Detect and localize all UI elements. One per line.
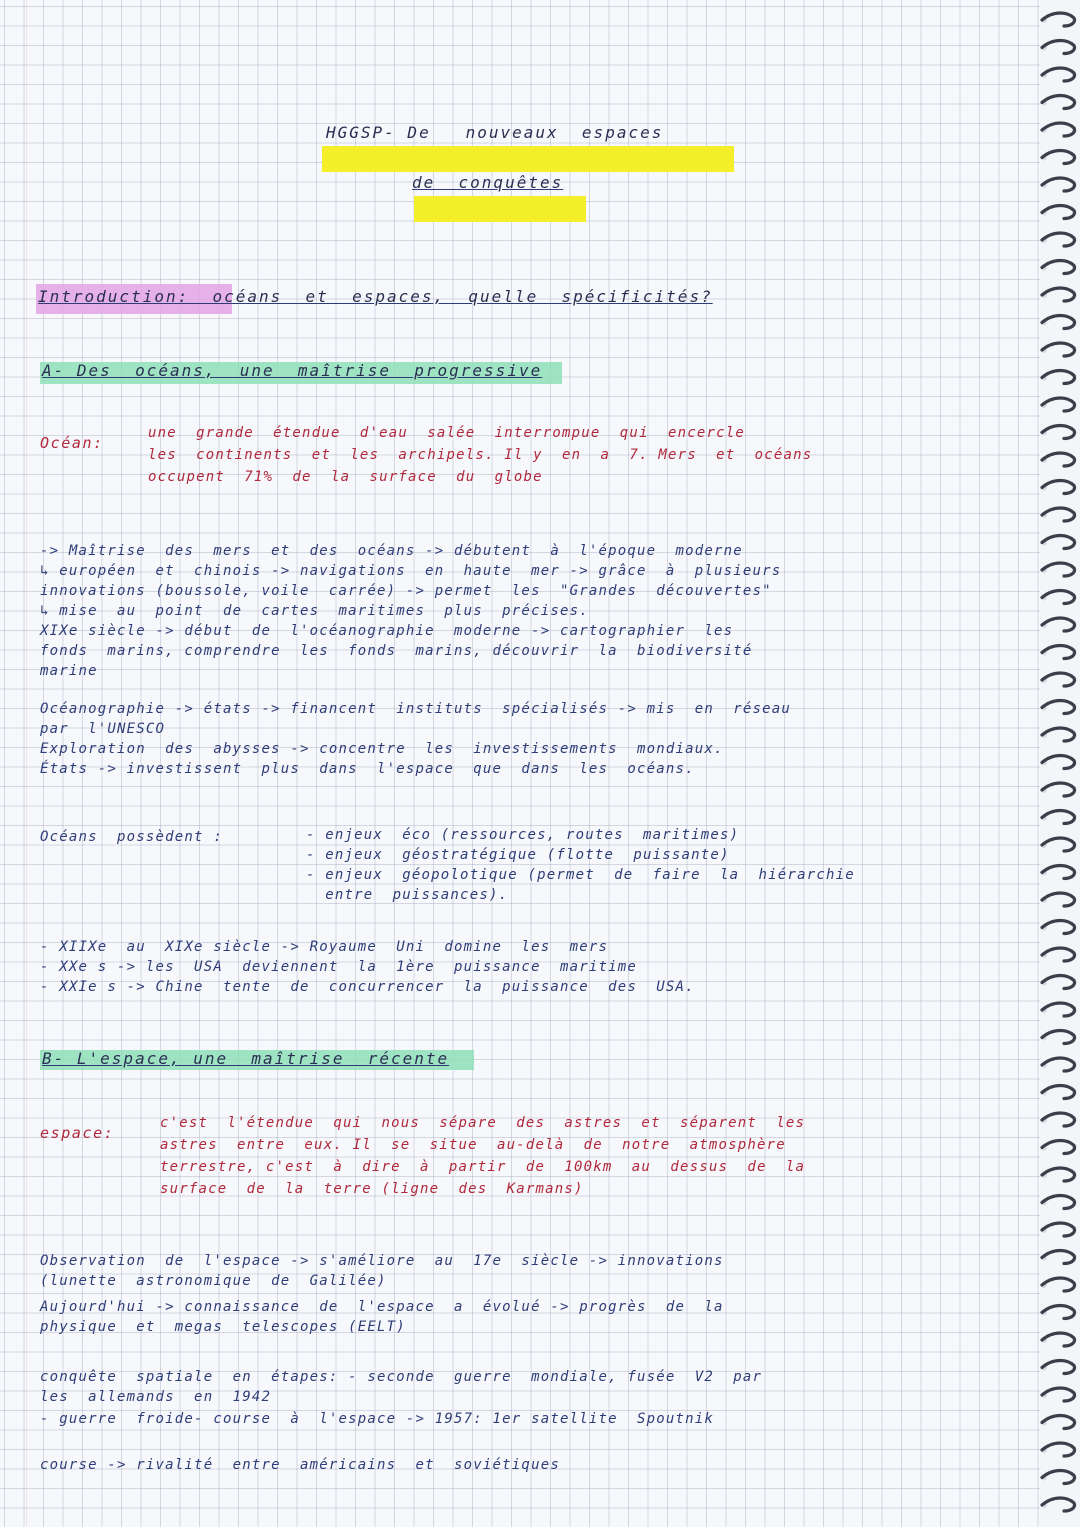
ocean-definition-line-1: une grande étendue d'eau salée interrompue qui encercle bbox=[148, 425, 745, 441]
note-a-9: par l'UNESCO bbox=[40, 721, 166, 737]
note-a-6: fonds marins, comprendre les fonds marins, découvrir la biodiversité bbox=[40, 643, 753, 659]
page-margin bbox=[26, 0, 27, 1527]
intro-heading: Introduction: océans et espaces, quelle spécificités? bbox=[38, 287, 713, 306]
title-highlight-1 bbox=[322, 146, 734, 172]
title-highlight-2 bbox=[414, 196, 586, 222]
note-b-4: physique et megas telescopes (EELT) bbox=[40, 1319, 406, 1335]
stakes-item-4: entre puissances). bbox=[306, 887, 509, 903]
space-definition-line-2: astres entre eux. Il se situe au-delà de notre atmosphère bbox=[160, 1137, 786, 1153]
note-b-2: (lunette astronomique de Galilée) bbox=[40, 1273, 387, 1289]
page-title-line-1: HGGSP- De nouveaux espaces bbox=[326, 123, 664, 142]
conquest-line-3: - guerre froide- course à l'espace -> 1957: 1er satellite Spoutnik bbox=[40, 1411, 715, 1427]
ocean-definition-line-3: occupent 71% de la surface du globe bbox=[148, 469, 543, 485]
ocean-definition-term: Océan: bbox=[40, 434, 104, 452]
stakes-item-1: - enjeux éco (ressources, routes maritimes) bbox=[306, 827, 740, 843]
section-b-heading: B- L'espace, une maîtrise récente bbox=[42, 1049, 450, 1068]
spiral-binding bbox=[1034, 0, 1080, 1527]
note-a-11: États -> investissent plus dans l'espace que dans les océans. bbox=[40, 761, 695, 777]
ocean-definition-line-2: les continents et les archipels. Il y en a 7. Mers et océans bbox=[148, 447, 813, 463]
timeline-item-2: - XXe s -> les USA deviennent la 1ère puissance maritime bbox=[40, 959, 637, 975]
space-definition-line-1: c'est l'étendue qui nous sépare des astres et séparent les bbox=[160, 1115, 806, 1131]
note-a-10: Exploration des abysses -> concentre les investissements mondiaux. bbox=[40, 741, 724, 757]
note-a-8: Océanographie -> états -> financent instituts spécialisés -> mis en réseau bbox=[40, 701, 792, 717]
conquest-line-2: les allemands en 1942 bbox=[40, 1389, 272, 1405]
note-a-1: -> Maîtrise des mers et des océans -> débutent à l'époque moderne bbox=[40, 543, 743, 559]
note-b-1: Observation de l'espace -> s'améliore au 17e siècle -> innovations bbox=[40, 1253, 724, 1269]
note-b-3: Aujourd'hui -> connaissance de l'espace a évolué -> progrès de la bbox=[40, 1299, 724, 1315]
stakes-item-3: - enjeux géopolotique (permet de faire la hiérarchie bbox=[306, 867, 855, 883]
note-a-2: ↳ européen et chinois -> navigations en haute mer -> grâce à plusieurs bbox=[40, 563, 782, 579]
space-definition-term: espace: bbox=[40, 1124, 115, 1142]
space-definition-line-4: surface de la terre (ligne des Karmans) bbox=[160, 1181, 584, 1197]
stakes-item-2: - enjeux géostratégique (flotte puissante) bbox=[306, 847, 730, 863]
note-a-7: marine bbox=[40, 663, 98, 679]
timeline-item-3: - XXIe s -> Chine tente de concurrencer la puissance des USA. bbox=[40, 979, 695, 995]
note-a-4: ↳ mise au point de cartes maritimes plus précises. bbox=[40, 603, 589, 619]
section-a-heading: A- Des océans, une maîtrise progressive bbox=[42, 361, 543, 380]
page-title-line-2: de conquêtes bbox=[412, 173, 564, 192]
conquest-line-1: conquête spatiale en étapes: - seconde guerre mondiale, fusée V2 par bbox=[40, 1369, 763, 1385]
space-definition-line-3: terrestre, c'est à dire à partir de 100km au dessus de la bbox=[160, 1159, 806, 1175]
note-a-3: innovations (boussole, voile carrée) -> permet les "Grandes découvertes" bbox=[40, 583, 772, 599]
timeline-item-1: - XIIXe au XIXe siècle -> Royaume Uni domine les mers bbox=[40, 939, 609, 955]
note-a-5: XIXe siècle -> début de l'océanographie moderne -> cartographier les bbox=[40, 623, 734, 639]
stakes-label: Océans possèdent : bbox=[40, 829, 223, 845]
conquest-line-4: course -> rivalité entre américains et soviétiques bbox=[40, 1457, 560, 1473]
